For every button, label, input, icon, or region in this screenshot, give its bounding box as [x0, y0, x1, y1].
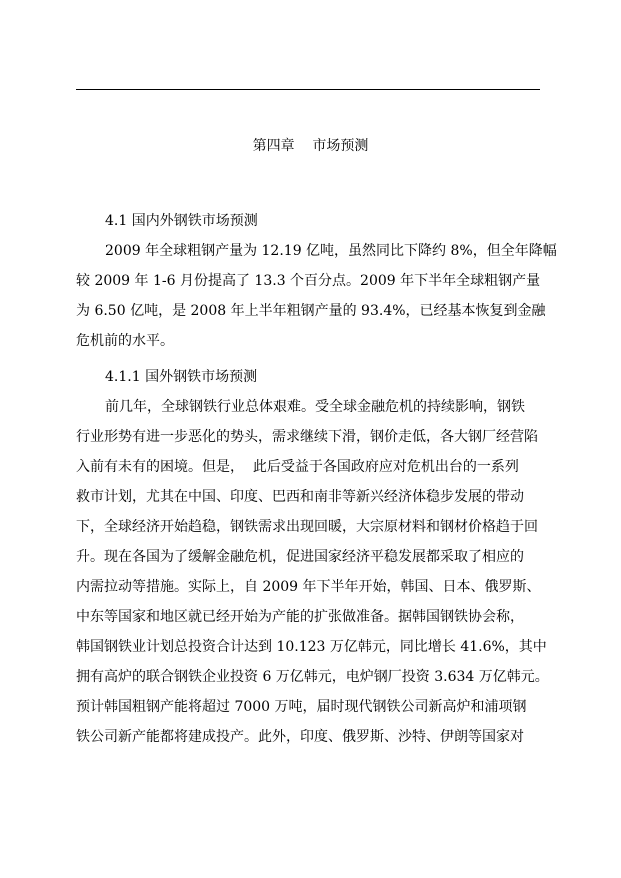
paragraph-line: 前几年，全球钢铁行业总体艰难。受全球金融危机的持续影响，钢铁: [105, 399, 525, 415]
section-heading-4-1: 4.1 国内外钢铁市场预测: [105, 213, 258, 229]
paragraph-line: 2009 年全球粗钢产量为 12.19 亿吨，虽然同比下降约 8%，但全年降幅: [105, 243, 557, 259]
paragraph-line: 下，全球经济开始趋稳，钢铁需求出现回暖，大宗原材料和钢材价格趋于回: [76, 519, 538, 535]
paragraph-line: 内需拉动等措施。实际上，自 2009 年下半年开始，韩国、日本、俄罗斯、: [76, 579, 541, 595]
paragraph-line: 救市计划，尤其在中国、印度、巴西和南非等新兴经济体稳步发展的带动: [76, 489, 524, 505]
paragraph-line: 入前有未有的困境。但是， 此后受益于各国政府应对危机出台的一系列: [76, 459, 519, 475]
paragraph-line: 中东等国家和地区就已经开始为产能的扩张做准备。据韩国钢铁协会称，: [76, 609, 524, 625]
paragraph-line: 行业形势有进一步恶化的势头，需求继续下滑，钢价走低，各大钢厂经营陷: [76, 429, 538, 445]
paragraph-line: 拥有高炉的联合钢铁企业投资 6 万亿韩元，电炉钢厂投资 3.634 万亿韩元。: [76, 669, 549, 685]
paragraph-line: 韩国钢铁业计划总投资合计达到 10.123 万亿韩元，同比增长 41.6%，其中: [76, 639, 547, 655]
paragraph-line: 预计韩国粗钢产能将超过 7000 万吨，届时现代钢铁公司新高炉和浦项钢: [76, 699, 527, 715]
paragraph-line: 升。现在各国为了缓解金融危机，促进国家经济平稳发展都采取了相应的: [76, 549, 524, 565]
section-heading-4-1-1: 4.1.1 国外钢铁市场预测: [105, 369, 258, 385]
header-rule: [76, 89, 540, 90]
paragraph-line: 为 6.50 亿吨，是 2008 年上半年粗钢产量的 93.4%，已经基本恢复到金融: [76, 303, 546, 319]
chapter-title: 第四章 市场预测: [252, 138, 369, 154]
paragraph-line: 较 2009 年 1-6 月份提高了 13.3 个百分点。2009 年下半年全球粗钢产量: [76, 273, 541, 289]
paragraph-line: 铁公司新产能都将建成投产。此外，印度、俄罗斯、沙特、伊朗等国家对: [76, 729, 524, 745]
paragraph-line: 危机前的水平。: [76, 333, 174, 349]
